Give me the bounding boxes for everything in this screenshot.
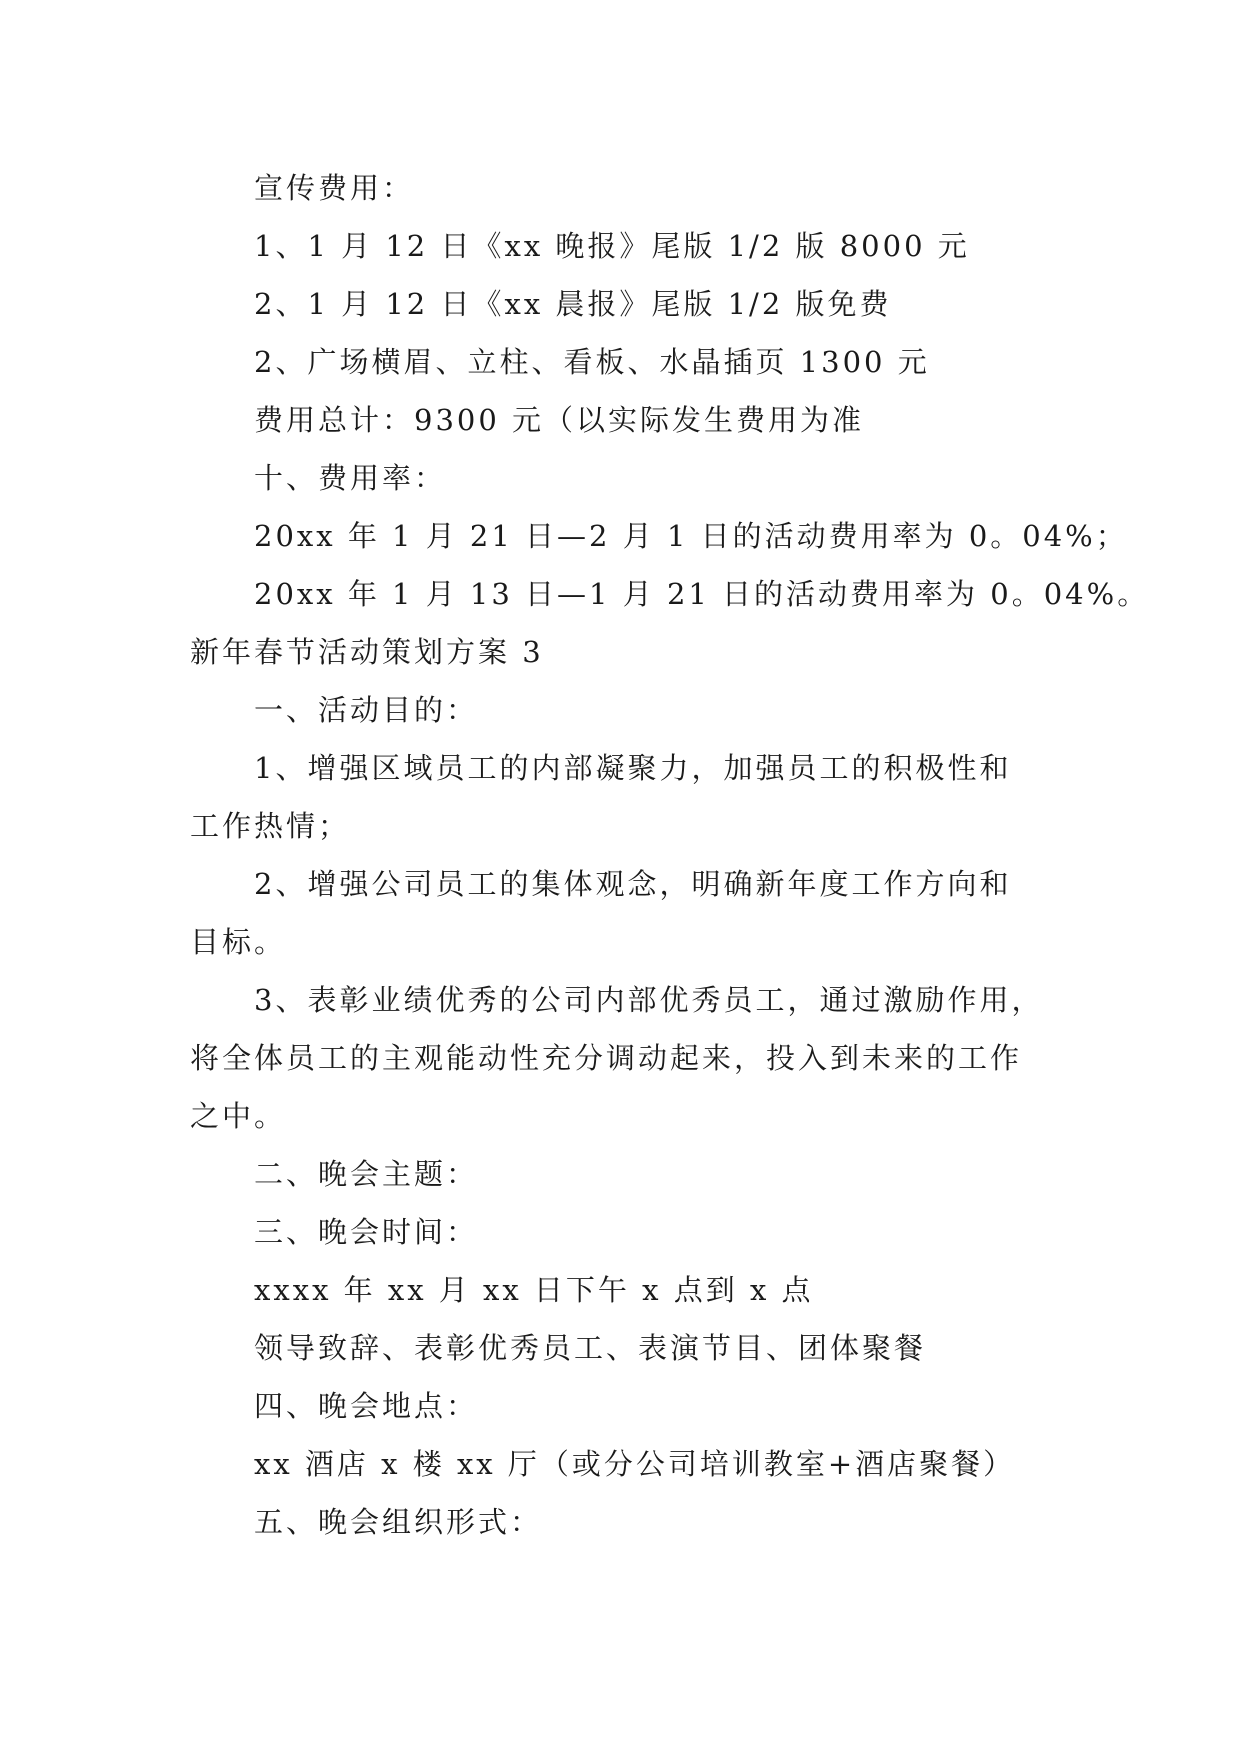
text-line: 十、费用率： xyxy=(254,461,447,495)
text-line: 20xx 年 1 月 13 日—1 月 21 日的活动费用率为 0。04%。 xyxy=(254,577,1150,611)
text-line: 四、晚会地点： xyxy=(254,1389,479,1423)
text-line: 宣传费用： xyxy=(254,171,415,205)
text-line: 目标。 xyxy=(190,925,287,959)
text-line: 费用总计：9300 元（以实际发生费用为准 xyxy=(254,403,865,437)
text-line: xxxx 年 xx 月 xx 日下午 x 点到 x 点 xyxy=(254,1273,814,1307)
section-heading: 新年春节活动策划方案 3 xyxy=(190,635,544,669)
text-line: 1、增强区域员工的内部凝聚力，加强员工的积极性和 xyxy=(254,751,1012,785)
text-line: 2、1 月 12 日《xx 晨报》尾版 1/2 版免费 xyxy=(254,287,892,321)
text-line: 三、晚会时间： xyxy=(254,1215,479,1249)
text-line: 工作热情； xyxy=(190,809,351,843)
text-line: 领导致辞、表彰优秀员工、表演节目、团体聚餐 xyxy=(254,1331,927,1365)
text-line: 1、1 月 12 日《xx 晚报》尾版 1/2 版 8000 元 xyxy=(254,229,970,263)
text-line: 3、表彰业绩优秀的公司内部优秀员工，通过激励作用， xyxy=(254,983,1044,1017)
text-line: 二、晚会主题： xyxy=(254,1157,479,1191)
text-line: 2、广场横眉、立柱、看板、水晶插页 1300 元 xyxy=(254,345,930,379)
text-line: 2、增强公司员工的集体观念，明确新年度工作方向和 xyxy=(254,867,1012,901)
text-line: 一、活动目的： xyxy=(254,693,479,727)
text-line: 20xx 年 1 月 21 日—2 月 1 日的活动费用率为 0。04%； xyxy=(254,519,1128,553)
text-line: xx 酒店 x 楼 xx 厅（或分公司培训教室+酒店聚餐） xyxy=(254,1447,1016,1481)
text-line: 之中。 xyxy=(190,1099,287,1133)
text-line: 将全体员工的主观能动性充分调动起来，投入到未来的工作 xyxy=(190,1041,1023,1075)
text-line: 五、晚会组织形式： xyxy=(254,1505,543,1539)
